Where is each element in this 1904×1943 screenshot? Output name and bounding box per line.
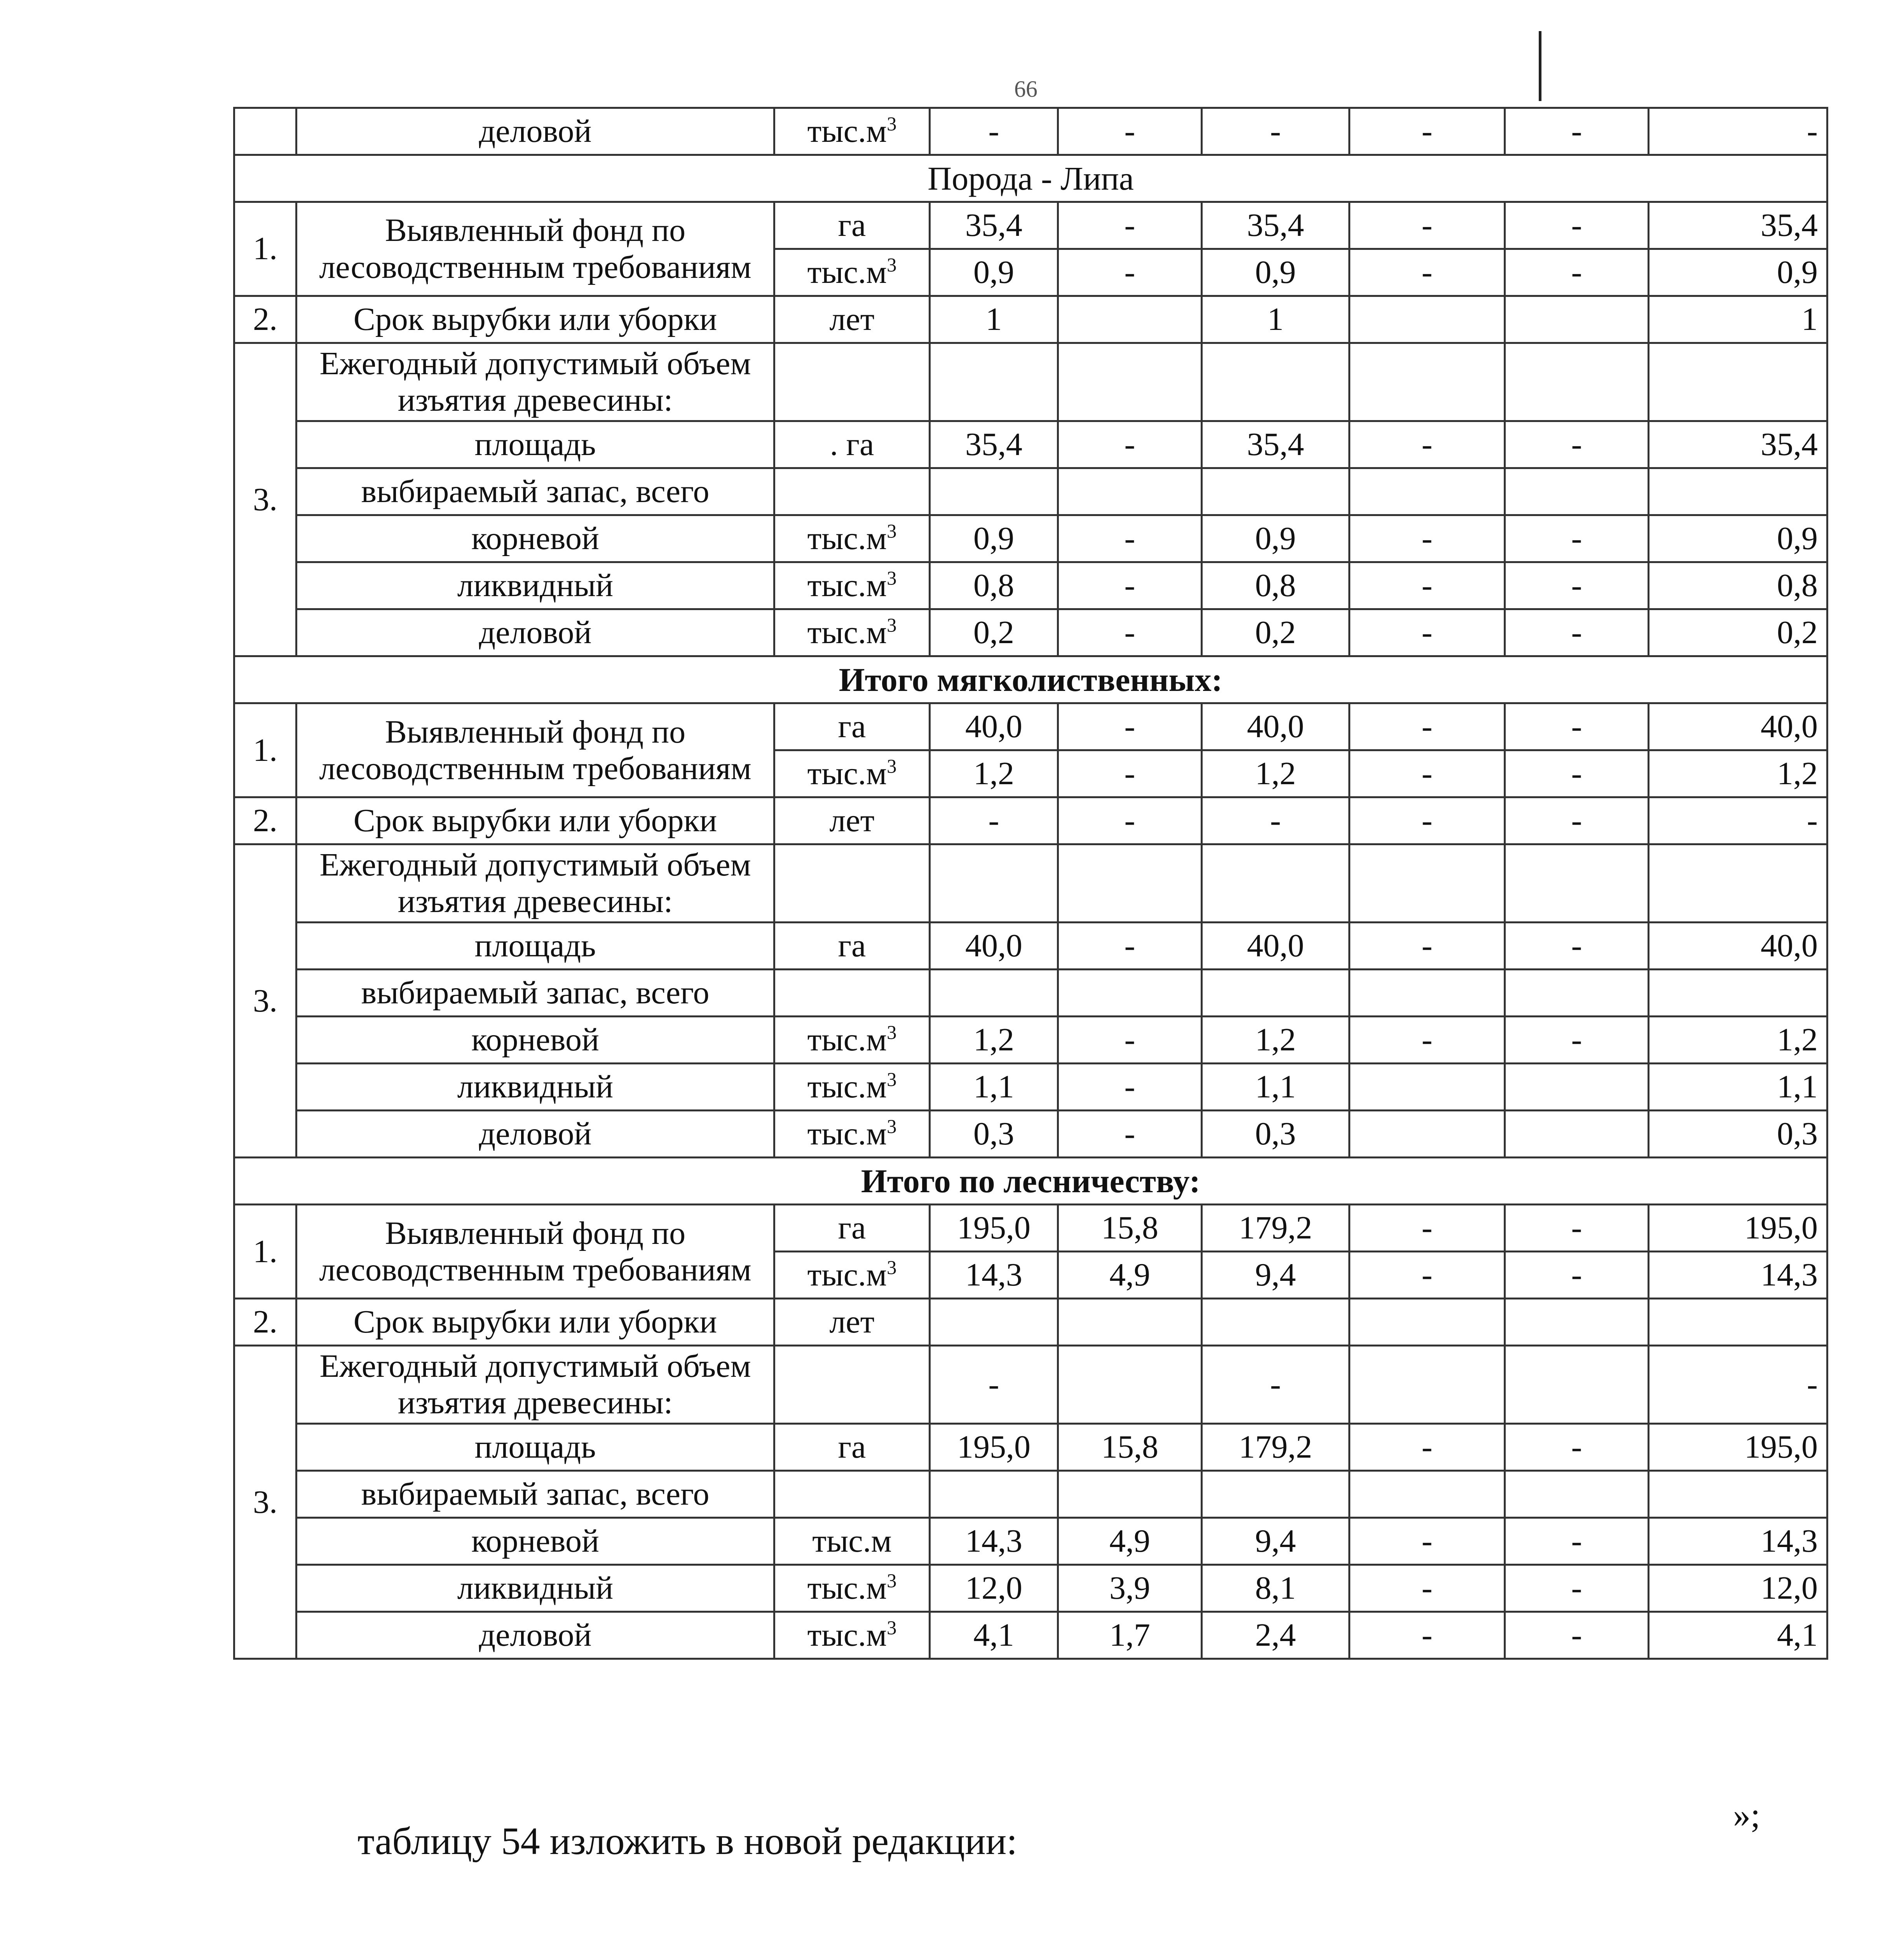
value-cell: - bbox=[1058, 562, 1202, 609]
value-cell: 0,9 bbox=[1202, 515, 1350, 562]
section-header-row bbox=[234, 155, 1827, 202]
row-name: корневой bbox=[296, 515, 774, 562]
value-cell: 4,9 bbox=[1058, 1252, 1202, 1299]
section-title: Порода - Липа bbox=[234, 155, 1827, 202]
row-name: ликвидный bbox=[296, 562, 774, 609]
unit-cell bbox=[774, 844, 930, 923]
unit-cell: $тыс.м^3$ bbox=[774, 1111, 930, 1158]
row-name: деловой bbox=[296, 1111, 774, 1158]
table-row bbox=[234, 1471, 1827, 1518]
value-cell: 2,4 bbox=[1202, 1612, 1350, 1659]
value-cell bbox=[1202, 1299, 1350, 1346]
value-cell bbox=[1058, 970, 1202, 1017]
unit-cell: $тыс.м^3$ bbox=[774, 1252, 930, 1299]
scan-edge-mark-top bbox=[1539, 31, 1541, 101]
value-cell: - bbox=[1058, 108, 1202, 155]
value-cell bbox=[1649, 468, 1827, 515]
value-cell bbox=[1505, 1299, 1649, 1346]
value-cell bbox=[1350, 296, 1505, 343]
value-cell: 12,0 bbox=[1649, 1565, 1827, 1612]
value-cell: - bbox=[930, 1346, 1058, 1424]
value-cell: 35,4 bbox=[930, 202, 1058, 249]
unit-cell bbox=[774, 343, 930, 421]
value-cell bbox=[1202, 844, 1350, 923]
table-row bbox=[234, 1346, 1827, 1424]
value-cell: 9,4 bbox=[1202, 1518, 1350, 1565]
value-cell bbox=[1202, 1471, 1350, 1518]
unit-cell: га bbox=[774, 703, 930, 750]
value-cell: 40,0 bbox=[1649, 923, 1827, 970]
value-cell: - bbox=[1350, 923, 1505, 970]
value-cell: - bbox=[1505, 923, 1649, 970]
row-name: деловой bbox=[296, 609, 774, 656]
table-row bbox=[234, 515, 1827, 562]
value-cell: - bbox=[1350, 703, 1505, 750]
value-cell: 0,9 bbox=[930, 515, 1058, 562]
row-name: Ежегодный допустимый объем изъятия древесины: bbox=[296, 343, 774, 421]
value-cell: 1,2 bbox=[930, 1017, 1058, 1064]
value-cell: - bbox=[1058, 421, 1202, 468]
value-cell bbox=[1505, 1064, 1649, 1111]
value-cell bbox=[1202, 343, 1350, 421]
value-cell: 1,2 bbox=[1202, 750, 1350, 797]
row-name: корневой bbox=[296, 1518, 774, 1565]
value-cell: 35,4 bbox=[1649, 202, 1827, 249]
value-cell: - bbox=[1350, 421, 1505, 468]
value-cell bbox=[1350, 844, 1505, 923]
table-row bbox=[234, 1565, 1827, 1612]
value-cell bbox=[1350, 1299, 1505, 1346]
value-cell: - bbox=[1350, 1612, 1505, 1659]
unit-cell: $тыс.м^3$ bbox=[774, 609, 930, 656]
value-cell: - bbox=[1350, 1518, 1505, 1565]
value-cell: 14,3 bbox=[1649, 1518, 1827, 1565]
table-row bbox=[234, 703, 1827, 750]
value-cell: 0,9 bbox=[1649, 515, 1827, 562]
value-cell bbox=[1350, 343, 1505, 421]
row-name: выбираемый запас, всего bbox=[296, 1471, 774, 1518]
table-row bbox=[234, 1518, 1827, 1565]
unit-cell bbox=[774, 1471, 930, 1518]
value-cell: 1 bbox=[1202, 296, 1350, 343]
value-cell: 1,1 bbox=[930, 1064, 1058, 1111]
value-cell: 0,3 bbox=[1202, 1111, 1350, 1158]
value-cell: 9,4 bbox=[1202, 1252, 1350, 1299]
value-cell: 15,8 bbox=[1058, 1424, 1202, 1471]
value-cell: 0,8 bbox=[1649, 562, 1827, 609]
table-row bbox=[234, 1017, 1827, 1064]
value-cell bbox=[1505, 296, 1649, 343]
unit-cell: лет bbox=[774, 797, 930, 844]
table-row bbox=[234, 108, 1827, 155]
value-cell: - bbox=[1649, 1346, 1827, 1424]
unit-cell bbox=[774, 1346, 930, 1424]
row-name: Срок вырубки или уборки bbox=[296, 1299, 774, 1346]
section-title: Итого по лесничеству: bbox=[234, 1158, 1827, 1205]
value-cell bbox=[1350, 1346, 1505, 1424]
value-cell: - bbox=[1505, 562, 1649, 609]
value-cell: 195,0 bbox=[930, 1424, 1058, 1471]
table-row bbox=[234, 1205, 1827, 1252]
value-cell bbox=[1649, 1299, 1827, 1346]
value-cell: 35,4 bbox=[1202, 202, 1350, 249]
value-cell bbox=[1505, 1111, 1649, 1158]
value-cell: - bbox=[1505, 202, 1649, 249]
unit-cell: . га bbox=[774, 421, 930, 468]
value-cell: 1,7 bbox=[1058, 1612, 1202, 1659]
value-cell: - bbox=[1058, 1111, 1202, 1158]
value-cell bbox=[1058, 468, 1202, 515]
value-cell: 14,3 bbox=[930, 1518, 1058, 1565]
value-cell: - bbox=[1505, 1205, 1649, 1252]
value-cell: 1,1 bbox=[1649, 1064, 1827, 1111]
value-cell: - bbox=[930, 797, 1058, 844]
value-cell: 40,0 bbox=[1649, 703, 1827, 750]
value-cell bbox=[1505, 343, 1649, 421]
value-cell: - bbox=[1350, 1424, 1505, 1471]
value-cell: 195,0 bbox=[1649, 1424, 1827, 1471]
value-cell: - bbox=[1058, 703, 1202, 750]
section-header-row bbox=[234, 656, 1827, 703]
value-cell: - bbox=[1058, 797, 1202, 844]
row-name: деловой bbox=[296, 1612, 774, 1659]
table-row bbox=[234, 1299, 1827, 1346]
row-number: 3. bbox=[234, 343, 296, 656]
value-cell: 40,0 bbox=[1202, 703, 1350, 750]
value-cell: 35,4 bbox=[930, 421, 1058, 468]
value-cell: - bbox=[1350, 249, 1505, 296]
unit-cell: га bbox=[774, 1205, 930, 1252]
value-cell bbox=[930, 343, 1058, 421]
table-row bbox=[234, 562, 1827, 609]
value-cell: - bbox=[1058, 249, 1202, 296]
row-name: ликвидный bbox=[296, 1064, 774, 1111]
value-cell: - bbox=[1202, 797, 1350, 844]
value-cell: 0,2 bbox=[930, 609, 1058, 656]
row-name: площадь bbox=[296, 1424, 774, 1471]
row-number: 3. bbox=[234, 1346, 296, 1659]
value-cell: 1 bbox=[1649, 296, 1827, 343]
value-cell: 195,0 bbox=[930, 1205, 1058, 1252]
value-cell: - bbox=[1505, 1518, 1649, 1565]
value-cell: 1,2 bbox=[1649, 750, 1827, 797]
row-name: деловой bbox=[296, 108, 774, 155]
unit-cell: га bbox=[774, 202, 930, 249]
value-cell bbox=[1649, 970, 1827, 1017]
closing-quote: »; bbox=[1733, 1796, 1761, 1835]
value-cell bbox=[1505, 970, 1649, 1017]
value-cell: 8,1 bbox=[1202, 1565, 1350, 1612]
value-cell bbox=[1058, 1299, 1202, 1346]
value-cell: - bbox=[1058, 202, 1202, 249]
table-row bbox=[234, 609, 1827, 656]
amendment-note: таблицу 54 изложить в новой редакции: bbox=[357, 1819, 1017, 1863]
value-cell: - bbox=[1202, 108, 1350, 155]
value-cell: - bbox=[1350, 750, 1505, 797]
value-cell: - bbox=[1058, 609, 1202, 656]
value-cell bbox=[1505, 1346, 1649, 1424]
value-cell: 0,9 bbox=[930, 249, 1058, 296]
value-cell: - bbox=[1505, 421, 1649, 468]
table-row bbox=[234, 970, 1827, 1017]
value-cell: - bbox=[1505, 1424, 1649, 1471]
value-cell: - bbox=[1350, 1252, 1505, 1299]
unit-cell: $тыс.м^3$ bbox=[774, 515, 930, 562]
value-cell bbox=[1350, 970, 1505, 1017]
section-header-row bbox=[234, 1158, 1827, 1205]
value-cell: - bbox=[1350, 1565, 1505, 1612]
table-row bbox=[234, 468, 1827, 515]
row-name: выбираемый запас, всего bbox=[296, 468, 774, 515]
value-cell bbox=[1505, 1471, 1649, 1518]
value-cell: - bbox=[1505, 797, 1649, 844]
value-cell: 195,0 bbox=[1649, 1205, 1827, 1252]
value-cell bbox=[930, 468, 1058, 515]
value-cell: - bbox=[1505, 1017, 1649, 1064]
value-cell: - bbox=[1058, 515, 1202, 562]
value-cell: - bbox=[1505, 249, 1649, 296]
value-cell bbox=[1350, 468, 1505, 515]
value-cell: 1,2 bbox=[1649, 1017, 1827, 1064]
unit-cell: $тыс.м^3$ bbox=[774, 562, 930, 609]
unit-cell: $тыс.м^3$ bbox=[774, 1064, 930, 1111]
value-cell: - bbox=[1350, 797, 1505, 844]
value-cell: 3,9 bbox=[1058, 1565, 1202, 1612]
forest-fund-table bbox=[233, 107, 1828, 1660]
unit-cell: $тыс.м^3$ bbox=[774, 249, 930, 296]
value-cell: - bbox=[1649, 108, 1827, 155]
row-name: Выявленный фонд по лесоводственным требованиям bbox=[296, 703, 774, 797]
value-cell bbox=[1058, 1471, 1202, 1518]
value-cell: 1,2 bbox=[1202, 1017, 1350, 1064]
value-cell: 15,8 bbox=[1058, 1205, 1202, 1252]
value-cell: - bbox=[1350, 1017, 1505, 1064]
value-cell: - bbox=[1350, 1205, 1505, 1252]
page-number: 66 bbox=[1014, 76, 1037, 102]
value-cell: 40,0 bbox=[1202, 923, 1350, 970]
unit-cell: $тыс.м^3$ bbox=[774, 1017, 930, 1064]
value-cell: - bbox=[1505, 750, 1649, 797]
value-cell: 0,3 bbox=[930, 1111, 1058, 1158]
value-cell: - bbox=[1505, 1612, 1649, 1659]
row-name: выбираемый запас, всего bbox=[296, 970, 774, 1017]
value-cell bbox=[1505, 468, 1649, 515]
value-cell bbox=[930, 970, 1058, 1017]
value-cell: - bbox=[1202, 1346, 1350, 1424]
value-cell: - bbox=[1649, 797, 1827, 844]
value-cell: 4,1 bbox=[1649, 1612, 1827, 1659]
value-cell bbox=[930, 1299, 1058, 1346]
value-cell: - bbox=[1058, 750, 1202, 797]
unit-cell: $тыс.м^3$ bbox=[774, 1565, 930, 1612]
value-cell: - bbox=[1350, 515, 1505, 562]
row-number: 1. bbox=[234, 1205, 296, 1299]
value-cell bbox=[1350, 1471, 1505, 1518]
value-cell: 35,4 bbox=[1202, 421, 1350, 468]
row-name: Срок вырубки или уборки bbox=[296, 296, 774, 343]
row-number: 2. bbox=[234, 1299, 296, 1346]
table-row bbox=[234, 1064, 1827, 1111]
value-cell bbox=[1202, 970, 1350, 1017]
value-cell: 4,1 bbox=[930, 1612, 1058, 1659]
table-row bbox=[234, 296, 1827, 343]
value-cell: 0,8 bbox=[1202, 562, 1350, 609]
unit-cell: лет bbox=[774, 1299, 930, 1346]
row-name: ликвидный bbox=[296, 1565, 774, 1612]
value-cell: 1,1 bbox=[1202, 1064, 1350, 1111]
value-cell bbox=[1058, 296, 1202, 343]
value-cell: 14,3 bbox=[1649, 1252, 1827, 1299]
row-number: 2. bbox=[234, 296, 296, 343]
row-number: 2. bbox=[234, 797, 296, 844]
value-cell bbox=[1649, 844, 1827, 923]
value-cell: - bbox=[1058, 923, 1202, 970]
table-row bbox=[234, 343, 1827, 421]
value-cell: - bbox=[1505, 703, 1649, 750]
value-cell: - bbox=[1505, 1565, 1649, 1612]
value-cell: - bbox=[1505, 609, 1649, 656]
row-number: 1. bbox=[234, 703, 296, 797]
value-cell bbox=[930, 844, 1058, 923]
value-cell bbox=[1649, 343, 1827, 421]
value-cell: 14,3 bbox=[930, 1252, 1058, 1299]
value-cell: - bbox=[1505, 108, 1649, 155]
table-row bbox=[234, 923, 1827, 970]
row-name: Ежегодный допустимый объем изъятия древесины: bbox=[296, 844, 774, 923]
unit-cell: га bbox=[774, 1424, 930, 1471]
value-cell: 0,2 bbox=[1649, 609, 1827, 656]
unit-cell: лет bbox=[774, 296, 930, 343]
row-name: Срок вырубки или уборки bbox=[296, 797, 774, 844]
unit-cell bbox=[774, 468, 930, 515]
table-row bbox=[234, 1612, 1827, 1659]
value-cell: - bbox=[1505, 515, 1649, 562]
value-cell bbox=[1350, 1064, 1505, 1111]
value-cell: 4,9 bbox=[1058, 1518, 1202, 1565]
value-cell: - bbox=[1058, 1017, 1202, 1064]
value-cell: - bbox=[930, 108, 1058, 155]
row-name: площадь bbox=[296, 923, 774, 970]
unit-cell: $тыс.м^3$ bbox=[774, 750, 930, 797]
value-cell: 179,2 bbox=[1202, 1424, 1350, 1471]
table-row bbox=[234, 202, 1827, 249]
value-cell: 1,2 bbox=[930, 750, 1058, 797]
value-cell: 0,3 bbox=[1649, 1111, 1827, 1158]
unit-cell: $тыс.м^3$ bbox=[774, 108, 930, 155]
row-name: площадь bbox=[296, 421, 774, 468]
row-number: 3. bbox=[234, 844, 296, 1158]
value-cell bbox=[1058, 343, 1202, 421]
table-row bbox=[234, 421, 1827, 468]
value-cell: 0,9 bbox=[1202, 249, 1350, 296]
value-cell bbox=[1649, 1471, 1827, 1518]
value-cell bbox=[1202, 468, 1350, 515]
value-cell: 40,0 bbox=[930, 923, 1058, 970]
value-cell bbox=[1350, 1111, 1505, 1158]
unit-cell: $тыс.м^3$ bbox=[774, 1612, 930, 1659]
value-cell: - bbox=[1505, 1252, 1649, 1299]
value-cell bbox=[1505, 844, 1649, 923]
value-cell: 35,4 bbox=[1649, 421, 1827, 468]
row-number bbox=[234, 108, 296, 155]
value-cell: 179,2 bbox=[1202, 1205, 1350, 1252]
value-cell: 0,8 bbox=[930, 562, 1058, 609]
value-cell bbox=[930, 1471, 1058, 1518]
row-name: Выявленный фонд по лесоводственным требованиям bbox=[296, 1205, 774, 1299]
value-cell bbox=[1058, 844, 1202, 923]
value-cell: - bbox=[1350, 609, 1505, 656]
value-cell: 12,0 bbox=[930, 1565, 1058, 1612]
value-cell bbox=[1058, 1346, 1202, 1424]
table-row bbox=[234, 1111, 1827, 1158]
value-cell: - bbox=[1058, 1064, 1202, 1111]
value-cell: - bbox=[1350, 562, 1505, 609]
section-title: Итого мягколиственных: bbox=[234, 656, 1827, 703]
value-cell: 1 bbox=[930, 296, 1058, 343]
unit-cell: га bbox=[774, 923, 930, 970]
value-cell: 40,0 bbox=[930, 703, 1058, 750]
table-row bbox=[234, 797, 1827, 844]
table-row bbox=[234, 1424, 1827, 1471]
row-name: Выявленный фонд по лесоводственным требованиям bbox=[296, 202, 774, 296]
row-number: 1. bbox=[234, 202, 296, 296]
value-cell: 0,2 bbox=[1202, 609, 1350, 656]
unit-cell bbox=[774, 970, 930, 1017]
value-cell: - bbox=[1350, 202, 1505, 249]
row-name: корневой bbox=[296, 1017, 774, 1064]
unit-cell: тыс.м bbox=[774, 1518, 930, 1565]
table-body bbox=[234, 108, 1827, 1659]
value-cell: 0,9 bbox=[1649, 249, 1827, 296]
row-name: Ежегодный допустимый объем изъятия древесины: bbox=[296, 1346, 774, 1424]
table-row bbox=[234, 844, 1827, 923]
value-cell: - bbox=[1350, 108, 1505, 155]
